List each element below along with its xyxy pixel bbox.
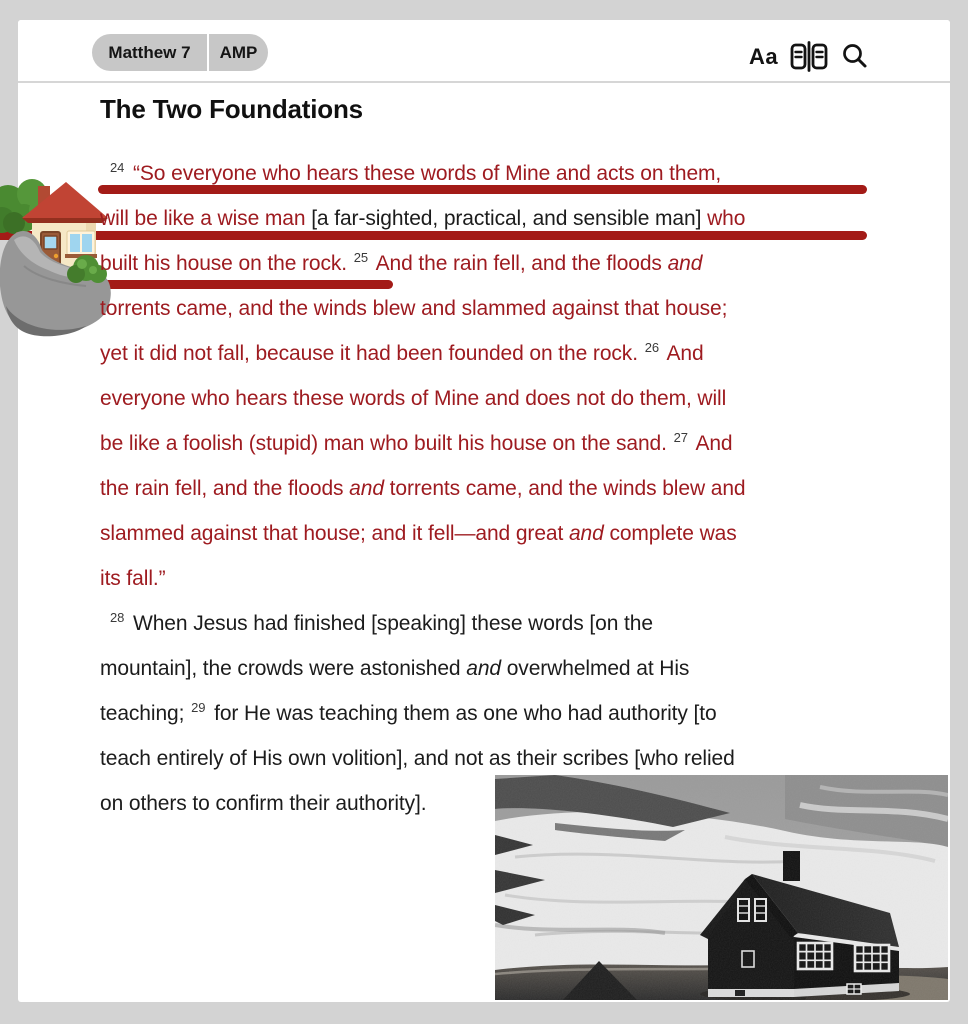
chapter-button[interactable]: Matthew 7 [92, 34, 207, 71]
verse-line: $^{28}$ When Jesus had finished [speaking] these words [on the [110, 610, 653, 635]
verse-line: yet it did not fall, because it had been founded on the rock. $^{26}$ And [100, 340, 704, 365]
version-button[interactable]: AMP [209, 34, 268, 71]
verse-line: teach entirely of His own volition], and not as their scribes [who relied [100, 747, 735, 770]
chapter-version-control [92, 34, 268, 71]
verse-line: torrents came, and the winds blew and slammed against that house; [100, 297, 728, 320]
verse-line: everyone who hears these words of Mine and does not do them, will [100, 387, 727, 410]
search-icon[interactable] [841, 42, 869, 75]
verse-text[interactable] [100, 151, 875, 826]
verse-line: slammed against that house; and it fell—and great and complete was [100, 522, 737, 545]
verse-line: built his house on the rock. $^{25}$ And the rain fell, and the floods and [100, 250, 703, 275]
verse-line: will be like a wise man [a far-sighted, practical, and sensible man] who [100, 207, 746, 230]
verse-line: on others to confirm their authority]. [100, 792, 427, 815]
section-heading: The Two Foundations [100, 94, 363, 124]
verse-line: $^{24}$ “So everyone who hears these words of Mine and acts on them, [110, 160, 722, 185]
font-settings-button[interactable]: Aa [749, 44, 779, 69]
verse-line: the rain fell, and the floods and torrents came, and the winds blew and [100, 477, 746, 500]
verse-line: teaching; $^{29}$ for He was teaching them as one who had authority [to [100, 700, 717, 725]
reader-page [18, 20, 950, 1002]
verse-line: mountain], the crowds were astonished and overwhelmed at His [100, 657, 690, 680]
reader-header [18, 20, 950, 83]
parallel-bible-icon[interactable] [789, 40, 829, 79]
verse-line: its fall.” [100, 567, 166, 590]
verse-line: be like a foolish (stupid) man who built his house on the sand. $^{27}$ And [100, 430, 733, 455]
